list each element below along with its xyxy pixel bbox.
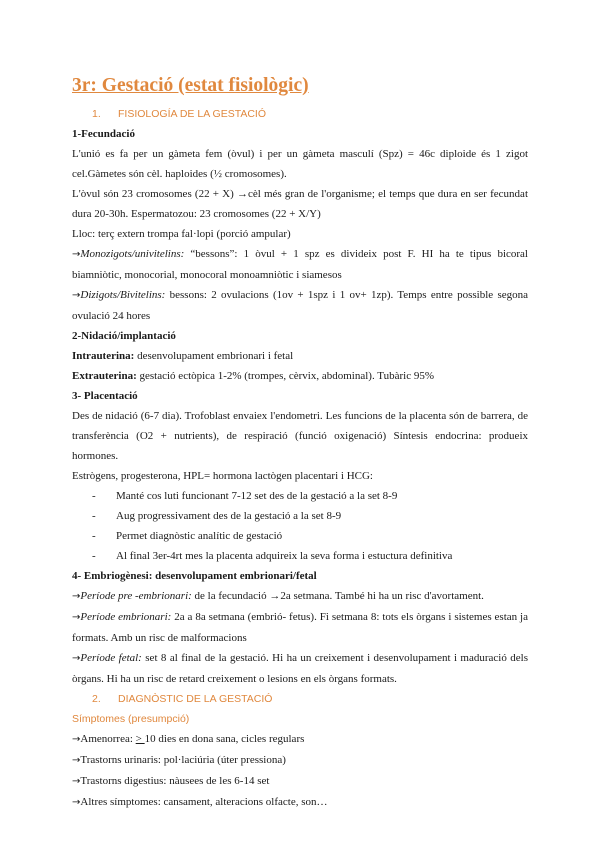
term-monozigots: Monozigots/univitelins: — [80, 248, 185, 260]
page-title: 3r: Gestació (estat fisiològic) — [72, 75, 309, 96]
paragraph-placentacio-1: Des de nidació (6-7 dia). Trofoblast envaiex l'endometri. Les funcions de la placenta són de barrera, de transferència (O2 + nutrients), de respiració (funció oxigenació) Síntesis endocrina: produeix hormones. — [72, 410, 528, 462]
symptom-text: Altres símptomes: cansament, alteracions olfacte, son… — [80, 796, 328, 808]
term-extrauterina: Extrauterina: — [72, 370, 137, 382]
section-heading-diagnostic — [72, 689, 528, 709]
paragraph-fecundacio-3: Lloc: terç extern trompa fal·lopi (porció ampular) — [72, 228, 291, 240]
symptom-text: Trastorns digestius: nàusees de les 6-14 set — [80, 775, 270, 787]
arrow-icon: → — [72, 249, 81, 260]
subheading-simptomes: Símptomes (presumpció) — [72, 713, 190, 725]
paragraph-monozigots — [72, 244, 528, 285]
arrow-icon: → — [72, 612, 81, 623]
list-item: - Aug progressivament des de la gestació a la set 8-9 — [92, 506, 528, 526]
text-monozigots: “bessons”: 1 òvul + 1 spz es divideix post F. HI ha te tipus bicoral biamniòtic, monocorial, monocoral monoamniòtic i siamesos — [72, 248, 528, 281]
paragraph-fecundacio-2: L'òvul són 23 cromosomes (22 + X) →cèl més gran de l'organisme; el temps que dura en ser fecundat dura 20-30h. Espermatozou: 23 cromosomes (22 + X/Y) — [72, 188, 528, 220]
paragraph-fetal — [72, 648, 528, 689]
paragraph-embrionari — [72, 607, 528, 648]
arrow-icon: → — [72, 776, 81, 787]
text-preembrionari: de la fecundació →2a setmana. També hi ha un risc d'avortament. — [191, 590, 484, 602]
heading-nidacio: 2-Nidació/implantació — [72, 330, 176, 342]
text-fetal: set 8 al final de la gestació. Hi ha un creixement i desenvolupament i maduració dels òrgans. Hi ha un risc de retard creixement o lesions en els òrgans formats. — [72, 652, 528, 685]
arrow-icon: → — [72, 290, 81, 301]
text-intrauterina: desenvolupament embrionari i fetal — [134, 350, 294, 362]
text-embrionari: 2a a 8a setmana (embrió- fetus). Fi setmana 8: tots els òrgans i sistemes estan ja formats. Amb un risc de malformacions — [72, 611, 528, 644]
list-item: - Al final 3er-4rt mes la placenta adquireix la seva forma i estuctura definitiva — [92, 546, 528, 566]
symptom-item — [72, 771, 528, 792]
paragraph-preembrionari — [72, 586, 528, 607]
section-label: DIAGNÒSTIC DE LA GESTACIÓ — [118, 693, 273, 705]
symptom-text: Trastorns urinaris: pol·laciúria (úter pressiona) — [80, 754, 286, 766]
document-page — [72, 74, 528, 813]
symptom-item — [72, 792, 528, 813]
paragraph-placentacio-2: Estrògens, progesterona, HPL= hormona lactògen placentari i HCG: — [72, 470, 373, 482]
hcg-list — [72, 486, 528, 566]
section-number: 1. — [92, 108, 101, 120]
section-label: FISIOLOGÍA DE LA GESTACIÓ — [118, 108, 267, 120]
section-heading-fisiologia — [72, 104, 528, 124]
arrow-icon: → — [72, 734, 81, 745]
text-dizigots: bessons: 2 ovulacions (1ov + 1spz i 1 ov+ 1zp). Temps entre possible segona ovulació 24 hores — [72, 289, 528, 322]
term-embrionari: Període embrionari: — [80, 611, 172, 623]
heading-placentacio: 3- Placentació — [72, 390, 138, 402]
paragraph-extrauterina — [72, 366, 528, 386]
symptom-item — [72, 750, 528, 771]
heading-fecundacio: 1-Fecundació — [72, 128, 135, 140]
text-extrauterina: gestació ectòpica 1-2% (trompes, cèrvix, abdominal). Tubàric 95% — [136, 370, 434, 382]
term-dizigots: Dizigots/Bivitelins: — [80, 289, 166, 301]
arrow-icon: → — [72, 591, 81, 602]
list-item: - Permet diagnòstic analític de gestació — [92, 526, 528, 546]
section-number: 2. — [92, 693, 101, 705]
term-preembrionari: Període pre -embrionari: — [80, 590, 192, 602]
term-fetal: Període fetal: — [80, 652, 142, 664]
arrow-icon: → — [72, 653, 81, 664]
arrow-icon: → — [72, 755, 81, 766]
paragraph-dizigots — [72, 285, 528, 326]
symptom-text-rest: 10 dies en dona sana, cicles regulars — [144, 733, 305, 745]
term-intrauterina: Intrauterina: — [72, 350, 135, 362]
paragraph-fecundacio-1: L'unió es fa per un gàmeta fem (òvul) i per un gàmeta masculí (Spz) = 46c diploide és 1 zigot cel.Gàmetes són cèl. haploides (½ cromosomes). — [72, 148, 528, 180]
list-item: - Manté cos luti funcionant 7-12 set des de la gestació a la set 8-9 — [92, 486, 528, 506]
paragraph-intrauterina — [72, 346, 528, 366]
arrow-icon: → — [72, 797, 81, 808]
symptom-item — [72, 729, 528, 750]
symptom-underlined: > — [135, 733, 145, 745]
symptom-text: Amenorrea: — [80, 733, 136, 745]
heading-embriogenesi: 4- Embriogènesi: desenvolupament embrionari/fetal — [72, 570, 317, 582]
